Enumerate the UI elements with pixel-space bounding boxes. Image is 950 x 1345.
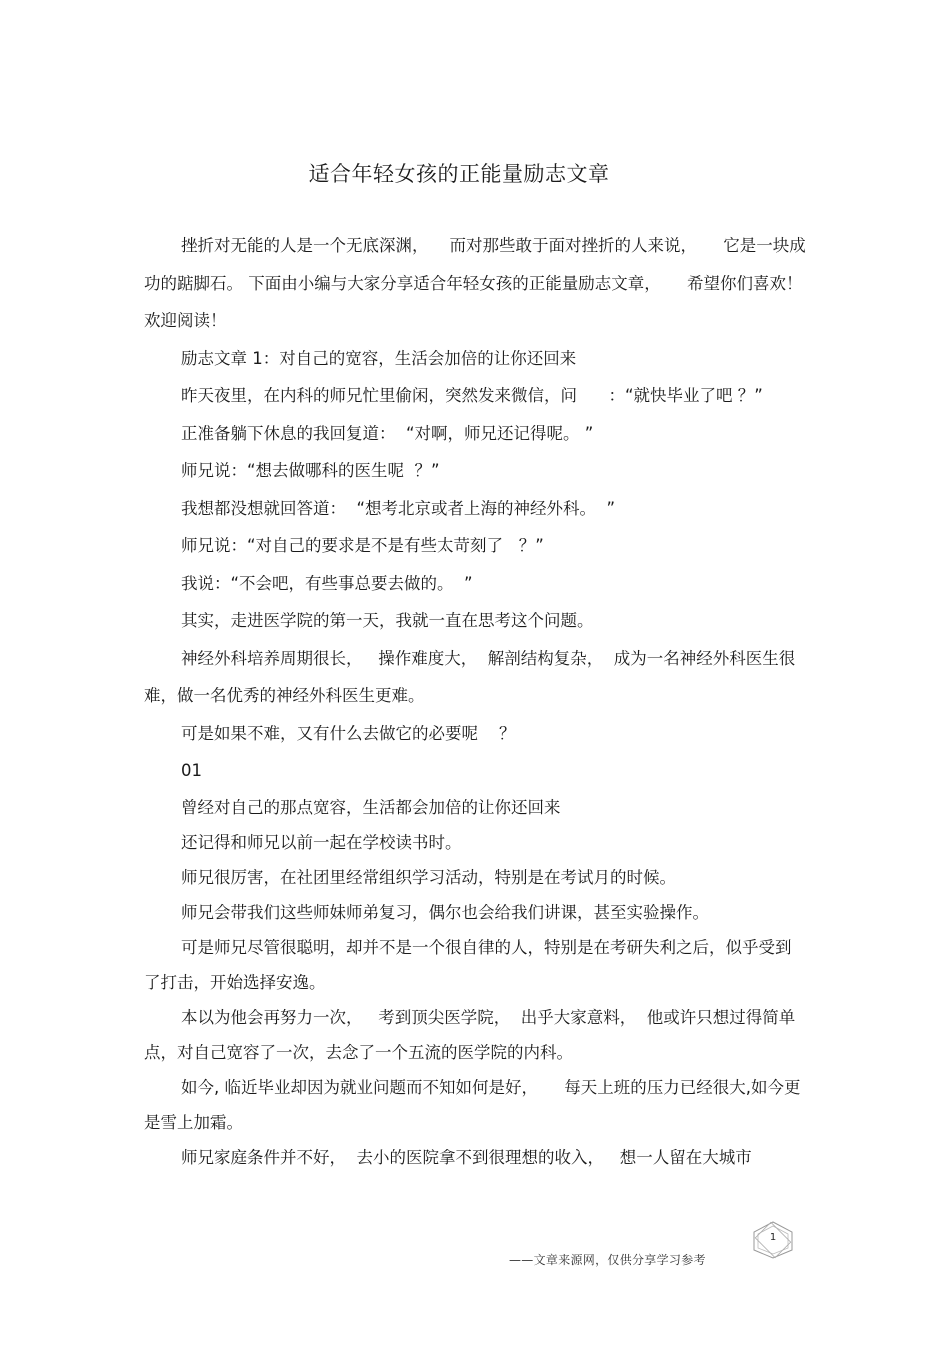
document-body bbox=[144, 227, 806, 1175]
section-number: 01 bbox=[181, 761, 202, 780]
section-heading: 曾经对自己的那点宽容，生活都会加倍的让你还回来 bbox=[181, 797, 561, 817]
paragraph: 其实，走进医学院的第一天，我就一直在思考这个问题。 bbox=[181, 611, 594, 630]
paragraph: 励志文章 1：对自己的宽容，生活会加倍的让你还回来 bbox=[181, 348, 577, 368]
paragraph: 还记得和师兄以前一起在学校读书时。 bbox=[181, 832, 462, 852]
paragraph: 昨天夜里，在内科的师兄忙里偷闲，突然发来微信，问 ：“就快毕业了吧 ？” bbox=[181, 386, 763, 405]
paragraph: 可是师兄尽管很聪明，却并不是一个很自律的人，特别是在考研失利之后，似乎受到了打击，开始选择安逸。 bbox=[144, 937, 792, 992]
paragraph: 师兄很厉害，在社团里经常组织学习活动，特别是在考试月的时候。 bbox=[181, 867, 676, 887]
paragraph: 我说：“不会吧，有些事总要去做的。 ” bbox=[181, 573, 473, 593]
paragraph: 神经外科培养周期很长， 操作难度大， 解剖结构复杂， 成为一名神经外科医生很难，做一名优秀的神经外科医生更难。 bbox=[144, 648, 796, 705]
paragraph: 师兄家庭条件并不好， 去小的医院拿不到很理想的收入， 想一人留在大城市 bbox=[181, 1147, 752, 1167]
paragraph: 挫折对无能的人是一个无底深渊， 而对那些敢于面对挫折的人来说， 它是一块成功的踮脚石。 下面由小编与大家分享适合年轻女孩的正能量励志文章， 希望你们喜欢！欢迎阅读！ bbox=[144, 236, 806, 330]
paragraph: 如今, 临近毕业却因为就业问题而不知如何是好， 每天上班的压力已经很大,如今更是雪上加霜。 bbox=[144, 1077, 801, 1132]
paragraph: 师兄会带我们这些师妹师弟复习，偶尔也会给我们讲课，甚至实验操作。 bbox=[181, 902, 709, 922]
paragraph: 师兄说：“想去做哪科的医生呢 ？” bbox=[181, 461, 440, 480]
page-number: 1 bbox=[769, 1232, 777, 1243]
paragraph: 正准备躺下休息的我回复道： “对啊，师兄还记得呢。 ” bbox=[181, 423, 594, 443]
paragraph: 师兄说：“对自己的要求是不是有些太苛刻了 ？” bbox=[181, 536, 544, 555]
footer-note: ——文章来源网，仅供分享学习参考 bbox=[509, 1253, 706, 1267]
paragraph: 可是如果不难，又有什么去做它的必要呢 ？ bbox=[181, 723, 516, 743]
paragraph: 我想都没想就回答道： “想考北京或者上海的神经外科。 ” bbox=[181, 498, 616, 518]
document-title: 适合年轻女孩的正能量励志文章 bbox=[308, 162, 610, 186]
paragraph: 本以为他会再努力一次， 考到顶尖医学院， 出乎大家意料， 他或许只想过得简单点，对自己宽容了一次，去念了一个五流的医学院的内科。 bbox=[144, 1007, 796, 1062]
